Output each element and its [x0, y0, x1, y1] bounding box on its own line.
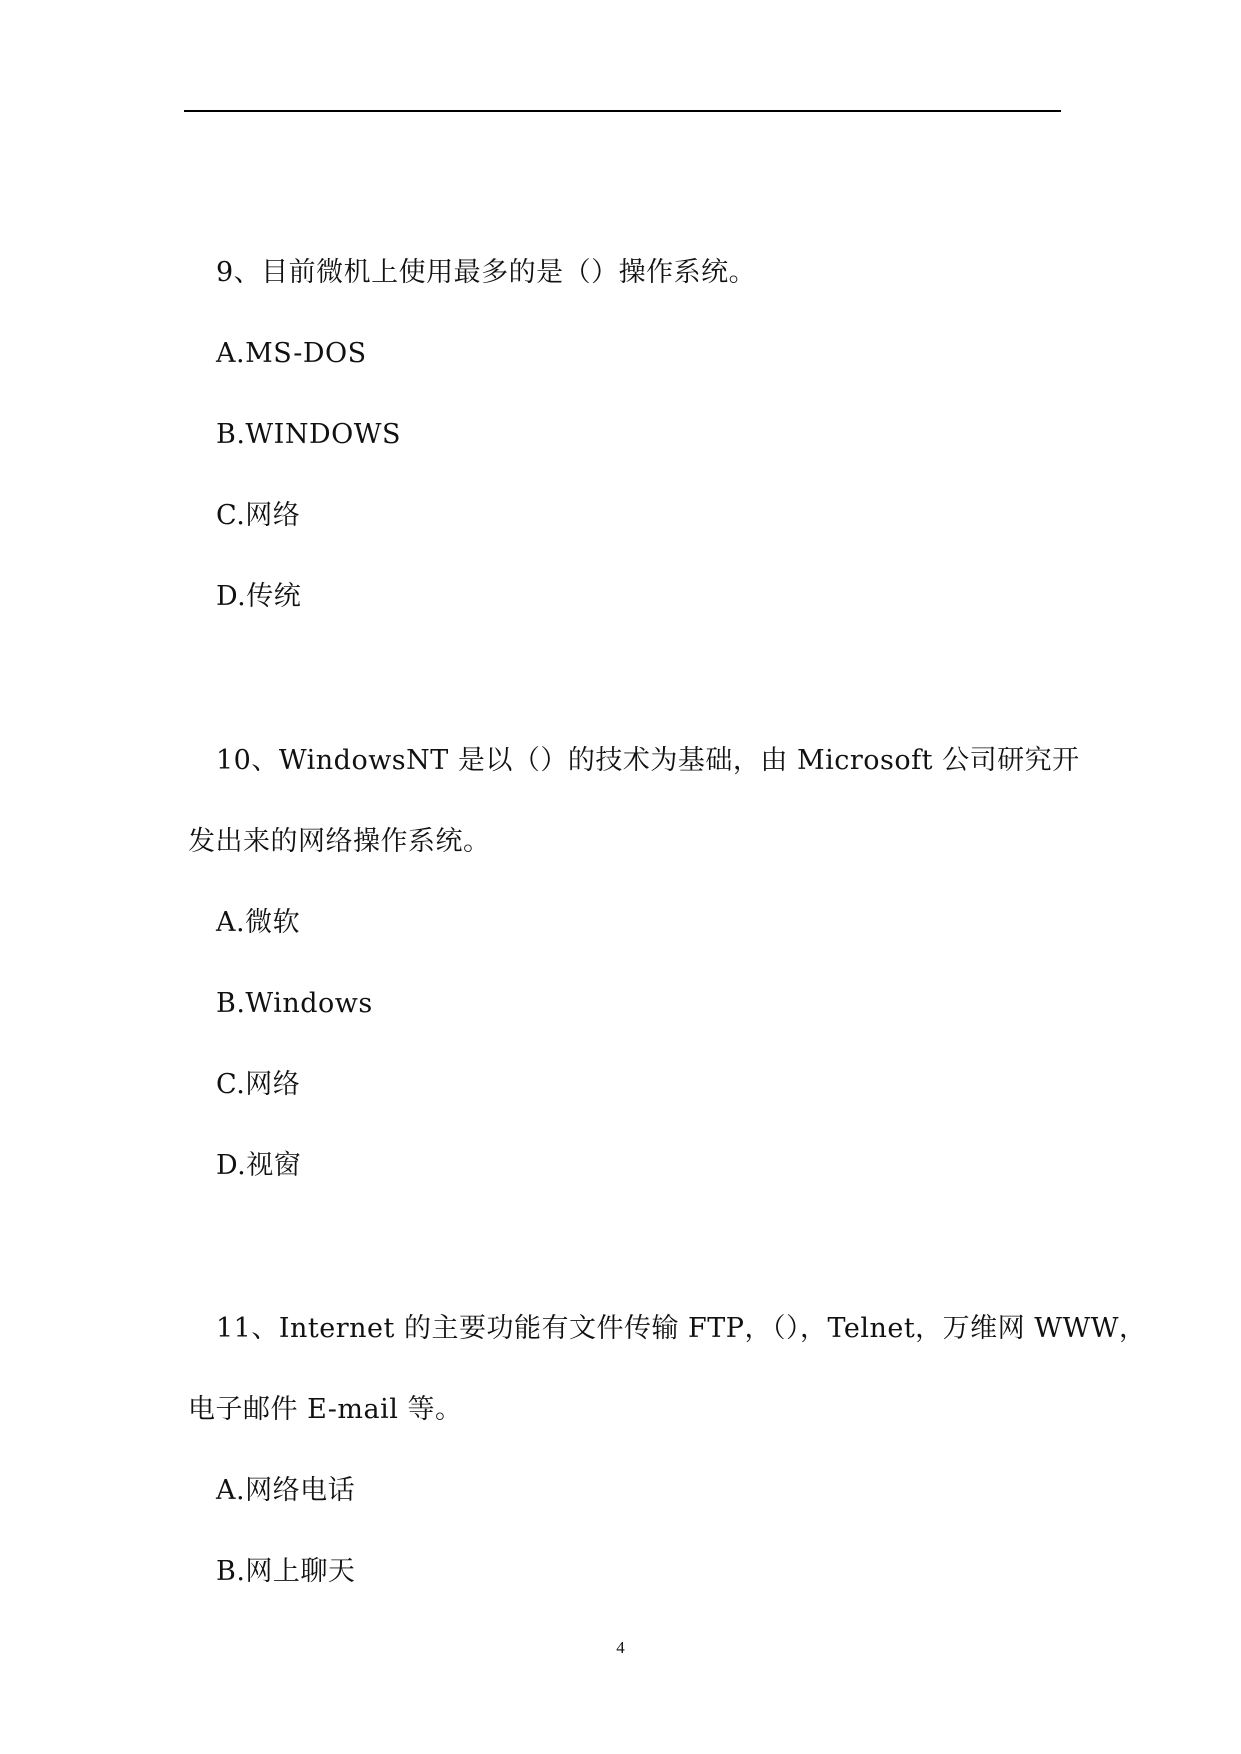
question-11-option-b: B.网上聊天	[216, 1556, 356, 1587]
question-9-text: 9、目前微机上使用最多的是（）操作系统。	[216, 257, 757, 288]
question-9-option-c: C.网络	[216, 500, 301, 531]
question-10-text: 10、WindowsNT 是以（）的技术为基础，由 Microsoft 公司研究开	[216, 745, 1080, 776]
question-10-option-c: C.网络	[216, 1069, 301, 1100]
header-rule	[184, 110, 1061, 112]
page-number: 4	[616, 1638, 625, 1657]
question-11-text: 11、Internet 的主要功能有文件传输 FTP，（），Telnet，万维网 WWW，	[216, 1313, 1147, 1344]
question-10-option-b: B.Windows	[216, 988, 373, 1019]
question-10-option-d: D.视窗	[216, 1150, 302, 1181]
question-11-text-continued: 电子邮件 E-mail 等。	[188, 1394, 463, 1425]
question-10-option-a: A.微软	[216, 907, 301, 938]
question-10-text-continued: 发出来的网络操作系统。	[188, 826, 491, 857]
question-9-option-a: A.MS-DOS	[216, 338, 367, 369]
question-11-option-a: A.网络电话	[216, 1475, 356, 1506]
question-9-option-b: B.WINDOWS	[216, 419, 401, 450]
question-9-option-d: D.传统	[216, 581, 302, 612]
